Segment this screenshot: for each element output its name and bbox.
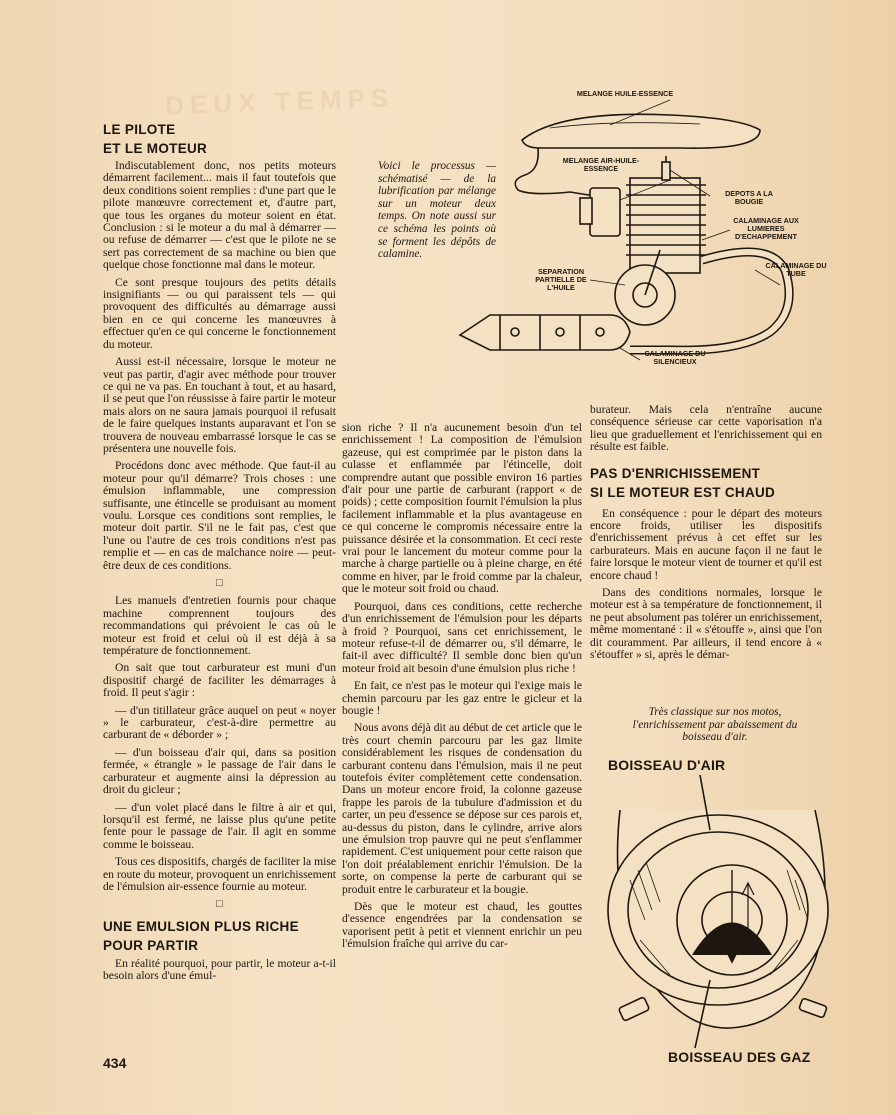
separator-square: □ (216, 898, 223, 911)
boisseau-diagram (600, 770, 840, 1055)
paragraph: Aussi est-il nécessaire, lorsque le moteur ne veut pas partir, d'agir avec méthode pour trouver ce qui ne va pas. En touchant à tout, et au hasard, il se peut que l'on réussisse à faire partir le moteur mais alors on ne saura jamais pourquoi il refusait de le faire quelques instants auparavant et l'on se trouvera de nouveau embarrassé lorsque le cas se présentera une nouvelle fois. (103, 355, 336, 455)
paragraph: Pourquoi, dans ces conditions, cette recherche d'un enrichissement de l'émulsion pour les départs à froid ? Pourquoi, sans cet enrichissement, le moteur refuse-t-il de démarrer ou, s'il démarre, le fait-il avec difficulté? Il semble donc bien qu'un moteur froid ait besoin d'une émulsion plus riche ! (342, 599, 582, 675)
watermark-text: DEUX TEMPS (164, 82, 395, 121)
heading-emulsion-plus-riche: UNE EMULSION PLUS RICHE (103, 918, 299, 934)
paragraph: En réalité pourquoi, pour partir, le moteur a-t-il besoin alors d'une émul- (103, 956, 336, 983)
heading-et-le-moteur: ET LE MOTEUR (103, 141, 208, 156)
list-item: — d'un boisseau d'air qui, dans sa position fermée, « étrangle » le passage de l'air dans le carburateur et augmente ainsi la dépression au droit du gicleur ; (103, 745, 336, 797)
list-item: — d'un volet placé dans le filtre à air et qui, lorsqu'il est fermé, ne laisse plus qu'une petite fente pour le passage de l'air. Il agit en somme comme le boisseau. (103, 800, 336, 851)
label-boisseau-d-air: BOISSEAU D'AIR (608, 757, 726, 773)
paragraph: En fait, ce n'est pas le moteur qui l'exige mais le chemin parcouru par les gaz entre le gicleur et la bougie ! (342, 679, 582, 717)
paragraph: En conséquence : pour le départ des moteurs encore froids, utiliser les dispositifs d'enrichissement prévus à cet effet sur les carburateurs. Mais en aucune façon il ne faut le faire lorsque le moteur vient de tourner et qu'il est encore chaud ! (590, 506, 822, 582)
paragraph: burateur. Mais cela n'entraîne aucune conséquence sérieuse car cette vaporisation n'a lieu que graduellement et l'enrichissement qui en résulte est faible. (590, 403, 822, 454)
paragraph: Dans des conditions normales, lorsque le moteur est à sa température de fonctionnement, il ne peut absolument pas tolérer un enrichissement, même momentané : il « s'étouffe », ainsi que l'on dit couramment. Par ailleurs, il tend encore à « s'étouffer » si, après le démar- (590, 586, 822, 662)
label-calaminage-lumieres: CALAMINAGE AUX LUMIERES D'ECHAPPEMENT (733, 216, 799, 241)
paragraph: Ce sont presque toujours des petits détails insignifiants — ou qui paraissent tels — qui provoquent des difficultés au démarrage aussi bien en ce qui concerne les manœuvres à effectuer qu'en ce qui concerne le fonctionnement du moteur. (103, 275, 336, 351)
paragraph: Indiscutablement donc, nos petits moteurs démarrent facilement... mais il faut toutefois que deux conditions soient remplies : d'une part que le pilote manœuvre correctement et, d'autre part, que tous les organes du moteur soient en état. Conclusion : si le moteur a du mal à démarrer — ou refuse de démarrer — c'est que le pilote ne se sert pas correctement de sa machine ou bien que quelque chose fonctionne mal dans le moteur. (103, 159, 336, 272)
heading-si-le-moteur-est-chaud: SI LE MOTEUR EST CHAUD (590, 484, 776, 500)
page-number: 434 (103, 1055, 127, 1071)
boisseau-caption: Très classique sur nos motos, l'enrichissement par abaissement du boisseau d'air. (632, 706, 798, 744)
label-calaminage-silencieux: CALAMINAGE DU SILENCIEUX (644, 349, 706, 366)
left-column (103, 120, 336, 988)
heading-le-pilote: LE PILOTE (103, 122, 176, 137)
paragraph: Tous ces dispositifs, chargés de faciliter la mise en route du moteur, provoquent un enrichissement de l'émulsion air-essence fournie au moteur. (103, 855, 336, 893)
right-column (590, 404, 822, 667)
separator-square: □ (216, 577, 223, 589)
heading-pas-d-enrichissement: PAS D'ENRICHISSEMENT (590, 465, 761, 481)
label-depots-bougie: DEPOTS A LA BOUGIE (725, 189, 773, 206)
label-melange-huile-essence: MELANGE HUILE-ESSENCE (576, 89, 674, 98)
label-calaminage-tube: CALAMINAGE DU TUBE (765, 261, 827, 278)
paragraph: Nous avons déjà dit au début de cet article que le très court chemin parcouru par les gaz limite considérablement les risques de condensation du carburant contenu dans l'émulsion, mais il ne peut toutefois éviter complètement cette condensation. Dans un moteur encore froid, la colonne gazeuse frappe les parois de la tubulure d'admission et du carter, un peu d'essence se dépose sur ces parois et, au-dessus du piston, dans le cylindre, arrive alors une émulsion trop pauvre qui ne peut s'enflammer rapidement. C'est uniquement pour cette raison que l'on doit préalablement enrichir l'émulsion. De la sorte, on compense la perte de carburant qui se produit entre le carburateur et la bougie. (342, 721, 582, 896)
paragraph: Dès que le moteur est chaud, les gouttes d'essence engendrées par la condensation se vaporisent petit à petit et viennent enrichir un peu l'émulsion fraîche qui arrive du car- (342, 900, 582, 951)
middle-column (342, 422, 582, 956)
list-item: — d'un titillateur grâce auquel on peut « noyer » le carburateur, c'est-à-dire permettre au carburant de « déborder » ; (103, 703, 336, 742)
lubrification-caption: Voici le processus — schématisé — de la lubrification par mélange sur un moteur deux temps. On note aussi sur ce schéma les points où se forment les dépôts de calamine. (378, 160, 496, 261)
label-separation-huile: SEPARATION PARTIELLE DE L'HUILE (535, 267, 587, 292)
paragraph: sion riche ? Il n'a aucunement besoin d'un tel enrichissement ! La composition de l'émulsion gazeuse, qui est comprimée par le piston dans la culasse et enflammée par l'étincelle, doit comprendre autant que possible environ 16 parties d'air pour une partie de carburant (rapport « de poids) ; cette composition fournit l'émulsion la plus facilement inflammable et la plus avantageuse en ce qui concerne le compromis nécessaire entre la puissance désirée et la consommation. Et ceci reste vrai pour le lancement du moteur comme pour la marche à charge partielle ou à pleine charge, en été comme en hiver, par le froid comme par la chaleur, que le moteur soit froid ou chaud. (342, 421, 582, 596)
label-boisseau-des-gaz: BOISSEAU DES GAZ (668, 1049, 811, 1065)
label-melange-air-huile-essence: MELANGE AIR-HUILE-ESSENCE (562, 156, 640, 173)
paragraph: On sait que tout carburateur est muni d'un dispositif chargé de faciliter les démarrages à froid. Il peut s'agir : (103, 661, 336, 700)
paragraph: Procédons donc avec méthode. Que faut-il au moteur pour qu'il démarre? Trois choses : une émulsion inflammable, une compression suffisante, une étincelle se produisant au moment voulu. Lorsque ces conditions sont remplies, le moteur doit partir. S'il ne le fait pas, c'est que l'une ou l'autre de ces trois conditions n'est pas remplie et — en cas de malchance noire — peut-être deux de ces conditions. (103, 459, 336, 572)
heading-pour-partir: POUR PARTIR (103, 937, 199, 953)
paragraph: Les manuels d'entretien fournis pour chaque machine comprennent toujours des recommandations qui prévoient le cas où le moteur est froid et celui où il est déjà à sa température de fonctionnement. (103, 594, 336, 658)
